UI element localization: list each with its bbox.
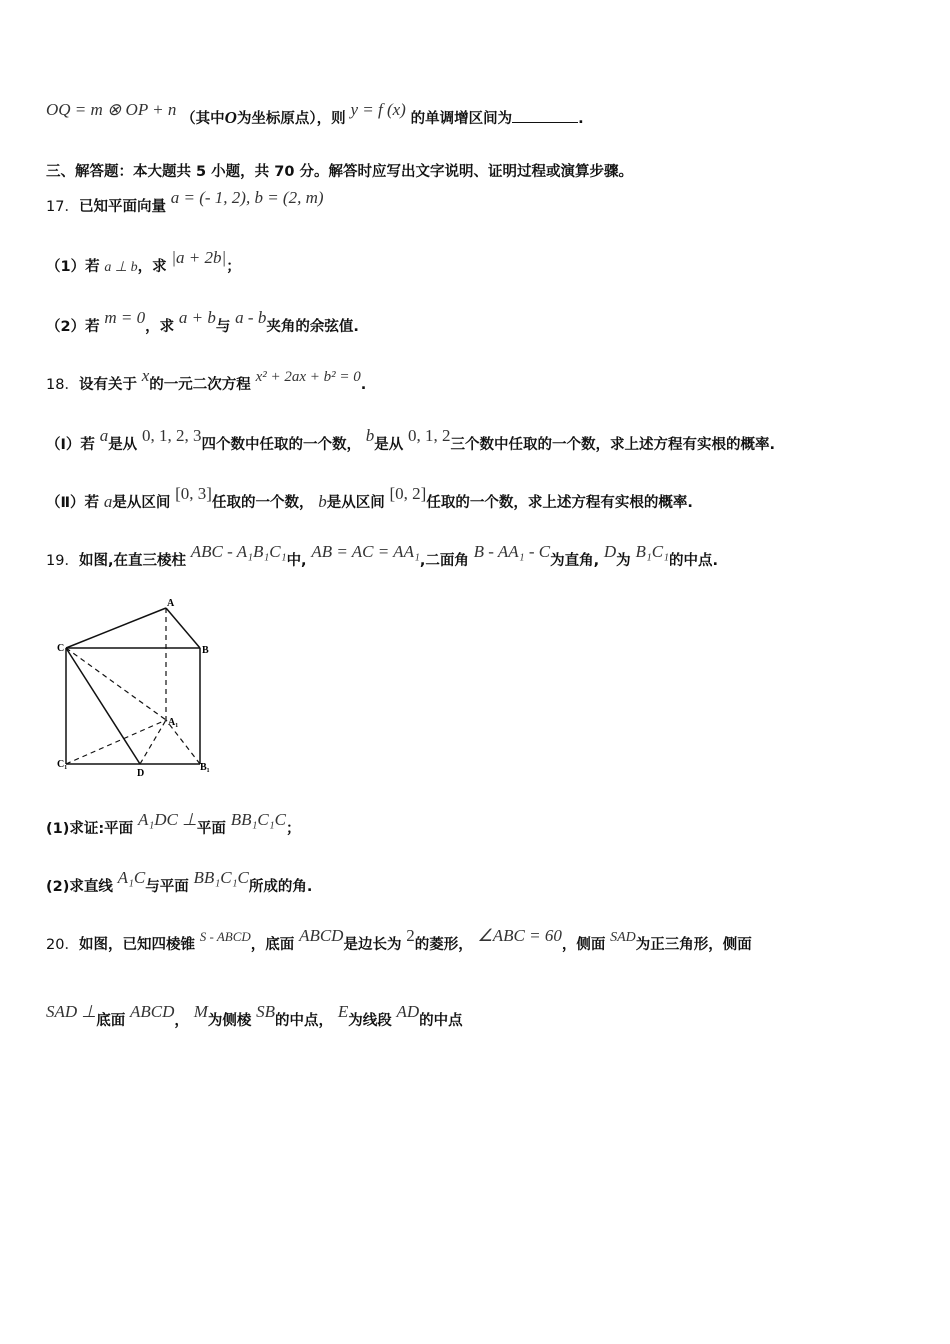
label-A: A [167,598,175,609]
question-20: 20．如图，已知四棱锥 S - ABCD，底面 ABCD是边长为 2的菱形， ∠ABC = 60，侧面 SAD为正三角形，侧面 [46,926,752,953]
fill-blank-question-end: OQ = m ⊗ OP + n （其中O为坐标原点），则 y = f (x) 的单调增区间为 . [46,100,584,127]
question-19-part-2: (2)求直线 A₁C与平面 BB₁C₁C所成的角. [46,868,313,895]
question-17: 17．已知平面向量 a = (- 1, 2), b = (2, m) [46,188,324,215]
edge-CA [66,608,166,648]
question-18: 18．设有关于 x的一元二次方程 x² + 2ax + b² = 0. [46,366,367,393]
section-heading: 三、解答题：本大题共 5 小题，共 70 分。解答时应写出文字说明、证明过程或演算步骤。 [46,164,633,180]
question-17-part-1: （1）若 a ⊥ b，求 |a + 2b|； [46,248,241,275]
label-B1: B₁ [200,762,210,773]
question-17-part-2: （2）若 m = 0，求 a + b与 a - b夹角的余弦值. [46,308,359,335]
label-C1: C₁ [57,759,68,770]
question-19-part-1: (1)求证:平面 A₁DC ⊥平面 BB₁C₁C； [46,810,301,837]
question-20-line-2: SAD ⊥底面 ABCD， M为侧棱 SB的中点， E为线段 AD的中点 [46,1002,463,1029]
label-A1: A₁ [168,717,179,728]
label-D: D [137,768,145,779]
question-18-part-1: （Ⅰ）若 a是从 0, 1, 2, 3四个数中任取的一个数， b是从 0, 1, 2三个数中任取的一个数，求上述方程有实根的概率. [46,426,776,453]
prism-figure [50,592,230,782]
edge-DA1 [140,720,166,764]
label-C: C [57,643,65,654]
edge-AB [166,608,200,648]
answer-blank[interactable] [512,108,578,123]
vector-formula: OQ = m ⊗ OP + n [46,100,177,119]
question-18-part-2: （Ⅱ）若 a是从区间 [0, 3]任取的一个数， b是从区间 [0, 2]任取的一个数，求上述方程有实根的概率. [46,484,693,511]
function-formula: y = f (x) [350,100,406,119]
edge-CA1 [66,648,166,720]
label-B: B [202,645,209,656]
edge-CD [66,648,140,764]
question-19: 19．如图,在直三棱柱 ABC - A₁B₁C₁中, AB = AC = AA₁,二面角 B - AA₁ - C为直角, D为 B₁C₁的中点. [46,542,718,569]
